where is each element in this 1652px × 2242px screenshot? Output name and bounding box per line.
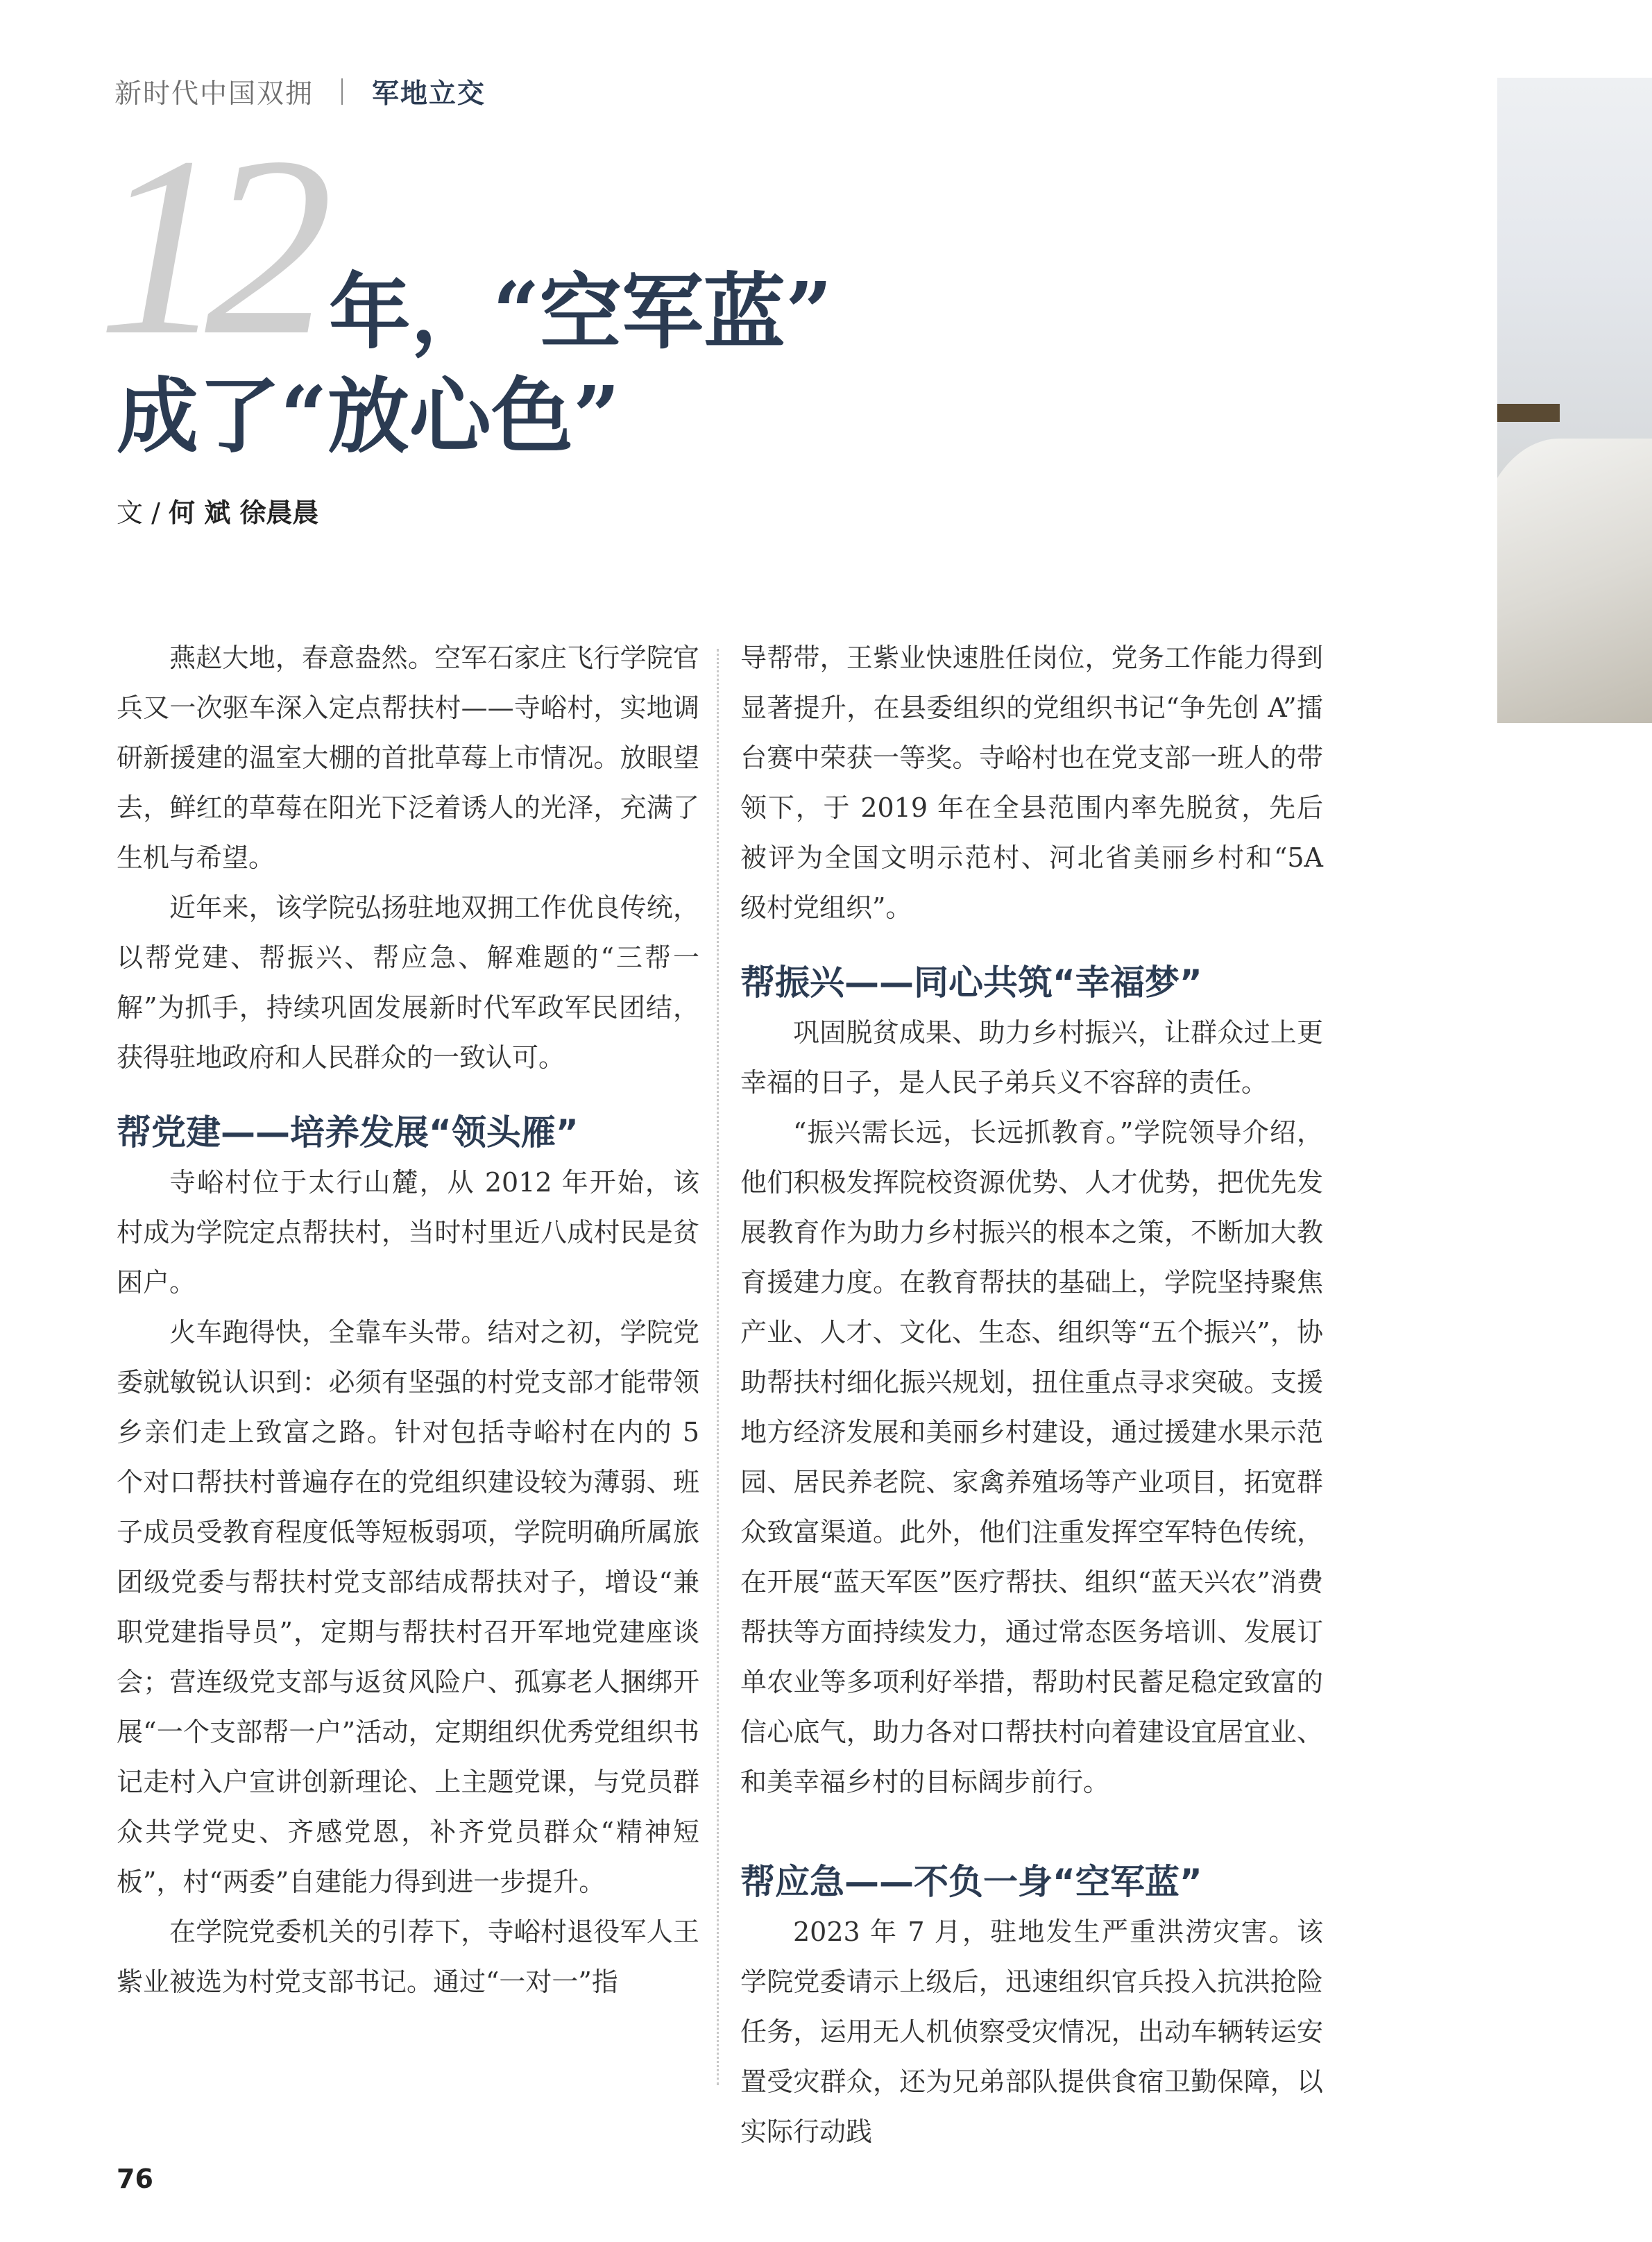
paragraph: 巩固脱贫成果、助力乡村振兴，让群众过上更幸福的日子，是人民子弟兵义不容辞的责任。 <box>740 1017 1323 1098</box>
header-divider <box>341 78 343 105</box>
cover-photo <box>1497 78 1652 723</box>
page-number: 76 <box>117 2164 153 2194</box>
title-number: 12 <box>97 104 312 389</box>
title-line-2: 成了“放心色” <box>117 368 620 464</box>
paragraph: “振兴需长远，长远抓教育。”学院领导介绍，他们积极发挥院校资源优势、人才优势，把优先发展教育作为助力乡村振兴的根本之策，不断加大教育援建力度。在教育帮扶的基础上，学院坚持聚焦产业、人才、文化、生态、组织等“五个振兴”，协助帮扶村细化振兴规划，扭住重点寻求突破。支援地方经济发展和美丽乡村建设，通过援建水果示范园、居民养老院、家禽养殖场等产业项目，拓宽群众致富渠道。此外，他们注重发挥空军特色传统，在开展“蓝天军医”医疗帮扶、组织“蓝天兴农”消费帮扶等方面持续发力，通过常态医务培训、发展订单农业等多项利好举措，帮助村民蓄足稳定致富的信心底气，助力各对口帮扶村向着建设宜居宜业、和美幸福乡村的目标阔步前行。 <box>740 1117 1323 1797</box>
photo-roof <box>1497 404 1560 422</box>
paragraph: 2023 年 7 月，驻地发生严重洪涝灾害。该学院党委请示上级后，迅速组织官兵投入抗洪抢险任务，运用无人机侦察受灾情况，出动车辆转运安置受灾群众，还为兄弟部队提供食宿卫勤保障，以实际行动践 <box>740 1917 1323 2147</box>
section-heading: 帮党建——培养发展“领头雁” <box>117 1112 579 1153</box>
section-name: 军地立交 <box>372 78 486 110</box>
byline-prefix: 文 / <box>117 498 169 528</box>
column-name: 新时代中国双拥 <box>114 78 314 110</box>
paragraph: 燕赵大地，春意盎然。空军石家庄飞行学院官兵又一次驱车深入定点帮扶村——寺峪村，实地调研新援建的温室大棚的首批草莓上市情况。放眼望去，鲜红的草莓在阳光下泛着诱人的光泽，充满了生机与希望。 <box>117 643 699 873</box>
left-column <box>117 633 699 2007</box>
photo-greenhouse-sheet <box>1497 439 1652 723</box>
paragraph: 火车跑得快，全靠车头带。结对之初，学院党委就敏锐认识到：必须有坚强的村党支部才能带领乡亲们走上致富之路。针对包括寺峪村在内的 5 个对口帮扶村普遍存在的党组织建设较为薄弱、班子成员受教育程度低等短板弱项，学院明确所属旅团级党委与帮扶村党支部结成帮扶对子，增设“兼职党建指导员”，定期与帮扶村召开军地党建座谈会；营连级党支部与返贫风险户、孤寡老人捆绑开展“一个支部帮一户”活动，定期组织优秀党组织书记走村入户宣讲创新理论、上主题党课，与党员群众共学党史、齐感党恩，补齐党员群众“精神短板”，村“两委”自建能力得到进一步提升。 <box>117 1317 699 1897</box>
section-heading: 帮振兴——同心共筑“幸福梦” <box>740 962 1202 1003</box>
byline-authors: 何 斌 徐晨晨 <box>168 498 319 528</box>
paragraph: 寺峪村位于太行山麓，从 2012 年开始，该村成为学院定点帮扶村，当时村里近八成村民是贫困户。 <box>117 1167 699 1298</box>
paragraph: 导帮带，王紫业快速胜任岗位，党务工作能力得到显著提升，在县委组织的党组织书记“争先创 A”擂台赛中荣获一等奖。寺峪村也在党支部一班人的带领下，于 2019 年在全县范围内率先脱贫，先后被评为全国文明示范村、河北省美丽乡村和“5A 级村党组织”。 <box>740 643 1323 923</box>
paragraph: 近年来，该学院弘扬驻地双拥工作优良传统，以帮党建、帮振兴、帮应急、解难题的“三帮一解”为抓手，持续巩固发展新时代军政军民团结，获得驻地政府和人民群众的一致认可。 <box>117 892 699 1073</box>
section-heading: 帮应急——不负一身“空军蓝” <box>740 1862 1202 1902</box>
right-column <box>740 633 1323 2157</box>
title-line-1: 年，“空军蓝” <box>329 264 833 360</box>
byline <box>117 491 318 529</box>
paragraph: 在学院党委机关的引荐下，寺峪村退役军人王紫业被选为村党支部书记。通过“一对一”指 <box>117 1917 699 1997</box>
column-divider <box>717 649 719 2085</box>
